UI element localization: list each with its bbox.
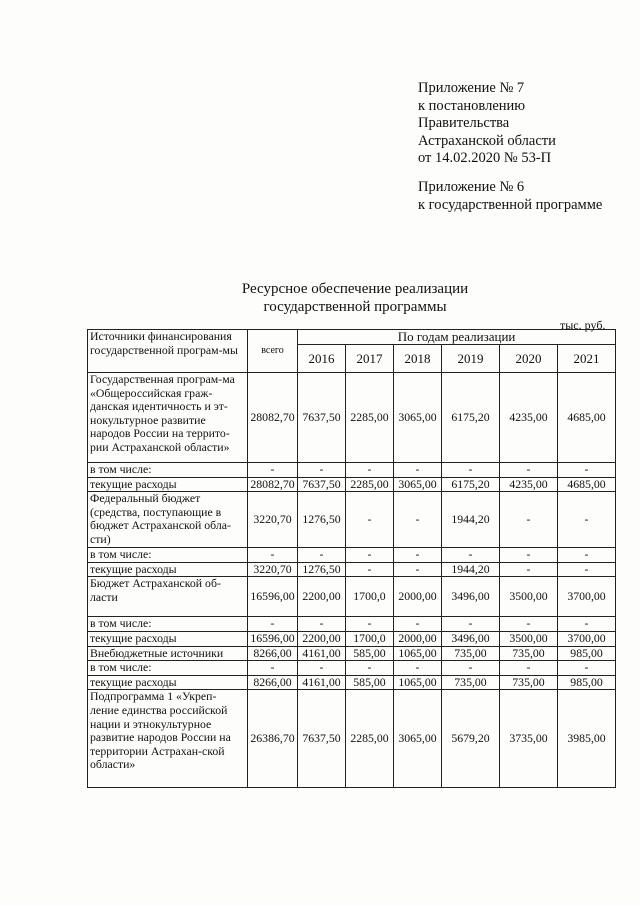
year-value-cell: 1065,00 (394, 646, 442, 661)
appendix-7-line: к постановлению (418, 97, 526, 114)
source-cell: Внебюджетные источники (88, 646, 248, 661)
year-value-cell: - (500, 463, 558, 478)
year-value-cell: - (442, 463, 500, 478)
table-row (88, 373, 616, 463)
title-line: Ресурсное обеспечение реализации (241, 281, 469, 297)
year-value-cell: 3500,00 (500, 577, 558, 617)
header-year: 2021 (558, 345, 616, 373)
year-value-cell: 1700,0 (346, 577, 394, 617)
year-value-cell: 985,00 (558, 646, 616, 661)
year-value-cell: 3496,00 (442, 631, 500, 646)
year-value-cell: 1276,50 (298, 492, 346, 548)
year-value-cell: 735,00 (500, 646, 558, 661)
year-value-cell: - (346, 661, 394, 676)
source-cell: текущие расходы (88, 477, 248, 492)
year-value-cell: - (500, 548, 558, 563)
year-value-cell: - (394, 548, 442, 563)
header-total: всего (248, 330, 298, 373)
year-value-cell: 7637,50 (298, 690, 346, 788)
total-cell: 26386,70 (248, 690, 298, 788)
year-value-cell: 2200,00 (298, 631, 346, 646)
source-cell: Подпрограмма 1 «Укреп-ление единства российской нации и этнокультурное развитие народов России на территории Астрахан-ской области» (88, 690, 248, 788)
total-cell: 28082,70 (248, 373, 298, 463)
year-value-cell: - (442, 548, 500, 563)
total-cell: - (248, 463, 298, 478)
header-year: 2020 (500, 345, 558, 373)
year-value-cell: 585,00 (346, 646, 394, 661)
year-value-cell: - (394, 617, 442, 632)
year-value-cell: - (558, 617, 616, 632)
year-value-cell: - (394, 661, 442, 676)
year-value-cell: 6175,20 (442, 477, 500, 492)
total-cell: - (248, 548, 298, 563)
source-cell: Бюджет Астраханской об-ласти (88, 577, 248, 617)
year-value-cell: - (298, 661, 346, 676)
year-value-cell: 3065,00 (394, 373, 442, 463)
year-value-cell: 4235,00 (500, 373, 558, 463)
table-row (88, 477, 616, 492)
year-value-cell: - (442, 617, 500, 632)
year-value-cell: - (346, 548, 394, 563)
table-row (88, 646, 616, 661)
year-value-cell: 735,00 (500, 675, 558, 690)
table-row (88, 690, 616, 788)
year-value-cell: - (500, 617, 558, 632)
appendix-7-line: Приложение № 7 (418, 80, 525, 96)
year-value-cell: - (394, 562, 442, 577)
source-cell: Государственная програм-ма «Общероссийская граж-данская идентичность и эт-нокультурное развитие народов России на террито-рии Астраханской области» (88, 373, 248, 463)
year-value-cell: - (558, 463, 616, 478)
year-value-cell: 735,00 (442, 675, 500, 690)
year-value-cell: - (346, 617, 394, 632)
appendix-7-line: Правительства (418, 115, 510, 131)
header-year: 2019 (442, 345, 500, 373)
source-cell: текущие расходы (88, 675, 248, 690)
header-by-years: По годам реализации (298, 330, 616, 345)
year-value-cell: - (500, 492, 558, 548)
year-value-cell: 3500,00 (500, 631, 558, 646)
year-value-cell: 4235,00 (500, 477, 558, 492)
year-value-cell: 3735,00 (500, 690, 558, 788)
year-value-cell: 4685,00 (558, 477, 616, 492)
header-year: 2017 (346, 345, 394, 373)
header-year: 2016 (298, 345, 346, 373)
year-value-cell: - (394, 463, 442, 478)
table-row (88, 661, 616, 676)
table-row (88, 631, 616, 646)
year-value-cell: - (500, 562, 558, 577)
year-value-cell: 7637,50 (298, 373, 346, 463)
total-cell: 16596,00 (248, 631, 298, 646)
year-value-cell: - (558, 548, 616, 563)
source-cell: в том числе: (88, 617, 248, 632)
year-value-cell: - (558, 492, 616, 548)
year-value-cell: 1700,0 (346, 631, 394, 646)
table-row (88, 492, 616, 548)
table-row (88, 548, 616, 563)
table-row (88, 675, 616, 690)
year-value-cell: 4161,00 (298, 646, 346, 661)
year-value-cell: 2285,00 (346, 373, 394, 463)
year-value-cell: 6175,20 (442, 373, 500, 463)
total-cell: 8266,00 (248, 646, 298, 661)
year-value-cell: 4161,00 (298, 675, 346, 690)
year-value-cell: 3700,00 (558, 631, 616, 646)
total-cell: - (248, 617, 298, 632)
year-value-cell: 4685,00 (558, 373, 616, 463)
year-value-cell: - (442, 661, 500, 676)
year-value-cell: 3065,00 (394, 690, 442, 788)
unit-label: тыс. руб. (560, 318, 606, 332)
year-value-cell: 3065,00 (394, 477, 442, 492)
source-cell: в том числе: (88, 463, 248, 478)
year-value-cell: 1944,20 (442, 492, 500, 548)
year-value-cell: 5679,20 (442, 690, 500, 788)
year-value-cell: 1944,20 (442, 562, 500, 577)
year-value-cell: 2200,00 (298, 577, 346, 617)
year-value-cell: 2000,00 (394, 577, 442, 617)
year-value-cell: - (298, 617, 346, 632)
year-value-cell: - (298, 463, 346, 478)
total-cell: - (248, 661, 298, 676)
year-value-cell: 2285,00 (346, 477, 394, 492)
source-cell: текущие расходы (88, 631, 248, 646)
table-row (88, 463, 616, 478)
table-row (88, 577, 616, 617)
year-value-cell: - (558, 661, 616, 676)
year-value-cell: - (394, 492, 442, 548)
year-value-cell: - (346, 562, 394, 577)
total-cell: 28082,70 (248, 477, 298, 492)
year-value-cell: 3985,00 (558, 690, 616, 788)
total-cell: 16596,00 (248, 577, 298, 617)
year-value-cell: - (298, 548, 346, 563)
year-value-cell: 1065,00 (394, 675, 442, 690)
year-value-cell: 585,00 (346, 675, 394, 690)
year-value-cell: 985,00 (558, 675, 616, 690)
total-cell: 3220,70 (248, 562, 298, 577)
source-cell: в том числе: (88, 548, 248, 563)
year-value-cell: 735,00 (442, 646, 500, 661)
appendix-6-line: Приложение № 6 (418, 179, 525, 195)
appendix-7-line: Астраханской области (418, 132, 556, 149)
table-row (88, 617, 616, 632)
title-line: государственной программы (263, 299, 447, 315)
year-value-cell: 2000,00 (394, 631, 442, 646)
year-value-cell: 1276,50 (298, 562, 346, 577)
table-row (88, 562, 616, 577)
appendix-7-block (418, 80, 556, 168)
total-cell: 8266,00 (248, 675, 298, 690)
resource-table (87, 329, 616, 788)
year-value-cell: - (346, 492, 394, 548)
appendix-6-block (418, 179, 602, 214)
header-year: 2018 (394, 345, 442, 373)
appendix-7-line: от 14.02.2020 № 53-П (418, 150, 552, 166)
year-value-cell: 3496,00 (442, 577, 500, 617)
total-cell: 3220,70 (248, 492, 298, 548)
source-cell: текущие расходы (88, 562, 248, 577)
document-title (200, 280, 510, 316)
year-value-cell: 7637,50 (298, 477, 346, 492)
year-value-cell: - (500, 661, 558, 676)
year-value-cell: - (346, 463, 394, 478)
appendix-6-line: к государственной программе (418, 196, 603, 213)
header-source: Источники финансирования государственной програм-мы (88, 330, 248, 373)
year-value-cell: - (558, 562, 616, 577)
source-cell: Федеральный бюджет (средства, поступающие в бюджет Астраханской обла-сти) (88, 492, 248, 548)
source-cell: в том числе: (88, 661, 248, 676)
year-value-cell: 3700,00 (558, 577, 616, 617)
year-value-cell: 2285,00 (346, 690, 394, 788)
